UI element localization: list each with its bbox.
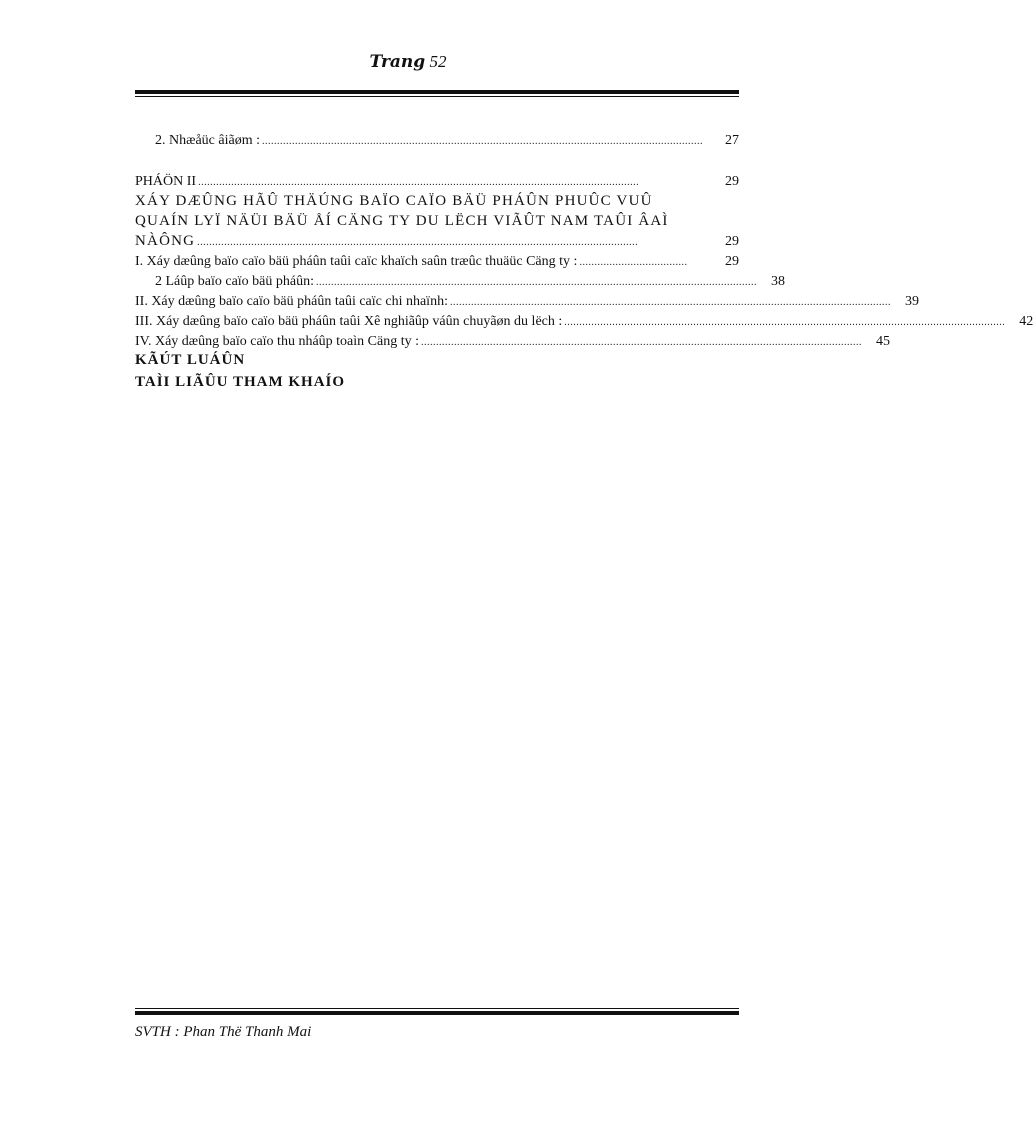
toc-entry-text: II. Xáy dæûng baïo caïo bäü pháûn taûi caïc chi nhaïnh: xyxy=(135,294,448,309)
toc-leader-dots: ................................................................................................................................................... xyxy=(420,337,862,348)
header-rule xyxy=(135,90,739,97)
toc-entry-text: III. Xáy dæûng baïo caïo bäü pháûn taûi Xê nghiãûp váûn chuyãøn du lëch : xyxy=(135,314,563,329)
toc-entry xyxy=(135,274,786,292)
toc-leader-dots: ................................................................................................................................................... xyxy=(198,177,640,188)
toc-leader-dots: .................................... xyxy=(579,257,688,268)
footer-rule xyxy=(135,1008,739,1015)
page-header xyxy=(0,52,816,72)
toc-references: TAÌI LIÃÛU THAM KHAÍO xyxy=(135,374,346,390)
section-heading-line: QUAÍN LYÏ NÄÜI BÄÜ ÅÍ CÄNG TY DU LËCH VIÃÛT NAM TAÛI ÂAÌ xyxy=(135,213,669,229)
toc-leader-dots: ................................................................................................................................................... xyxy=(316,277,758,288)
toc-entry-text: IV. Xáy dæûng baïo caïo thu nháûp toaìn Cäng ty : xyxy=(135,334,419,349)
toc-entry xyxy=(135,174,739,192)
toc-entry xyxy=(135,294,919,312)
toc-entry-text: I. Xáy dæûng baïo caïo bäü pháûn taûi caïc khaïch saûn træûc thuäüc Cäng ty : xyxy=(135,254,578,269)
toc-leader-dots: ................................................................................................................................................... xyxy=(449,297,891,308)
toc-entry-page: 38 xyxy=(771,274,786,289)
toc-entry xyxy=(135,314,1033,332)
toc-entry xyxy=(135,133,739,151)
header-label: Trang xyxy=(369,52,426,72)
toc-entry-page: 29 xyxy=(725,254,739,269)
toc-entry xyxy=(135,254,739,272)
header-page-number: 52 xyxy=(429,52,447,71)
toc-conclusion: KÃÚT LUÁÛN xyxy=(135,352,246,368)
toc-entry-text: 2. Nhæåüc âiãøm : xyxy=(155,133,260,148)
toc-leader-dots: ................................................................................................................................................... xyxy=(197,237,639,248)
toc-entry-page: 27 xyxy=(725,133,739,148)
toc-entry-text: PHÁÖN II xyxy=(135,174,197,189)
toc-entry-text: NÀÔNG xyxy=(135,233,196,249)
toc-entry xyxy=(135,233,739,251)
section-heading-line: XÁY DÆÛNG HÃÛ THÄÚNG BAÏO CAÏO BÄÜ PHÁÛN PHUÛC VUÛ xyxy=(135,193,653,209)
toc-entry-text: 2 Láûp baïo caïo bäü pháûn: xyxy=(155,274,315,289)
toc-entry xyxy=(135,334,890,352)
toc-leader-dots: ................................................................................................................................................... xyxy=(564,317,1006,328)
toc-entry-page: 39 xyxy=(904,294,919,309)
toc-entry-page: 42 xyxy=(1019,314,1033,329)
toc-leader-dots: ................................................................................................................................................... xyxy=(261,136,703,147)
footer-author: SVTH : Phan Thë Thanh Mai xyxy=(135,1024,312,1040)
toc-entry-page: 45 xyxy=(875,334,890,349)
toc-entry-page: 29 xyxy=(725,174,739,189)
toc-entry-page: 29 xyxy=(725,234,739,249)
